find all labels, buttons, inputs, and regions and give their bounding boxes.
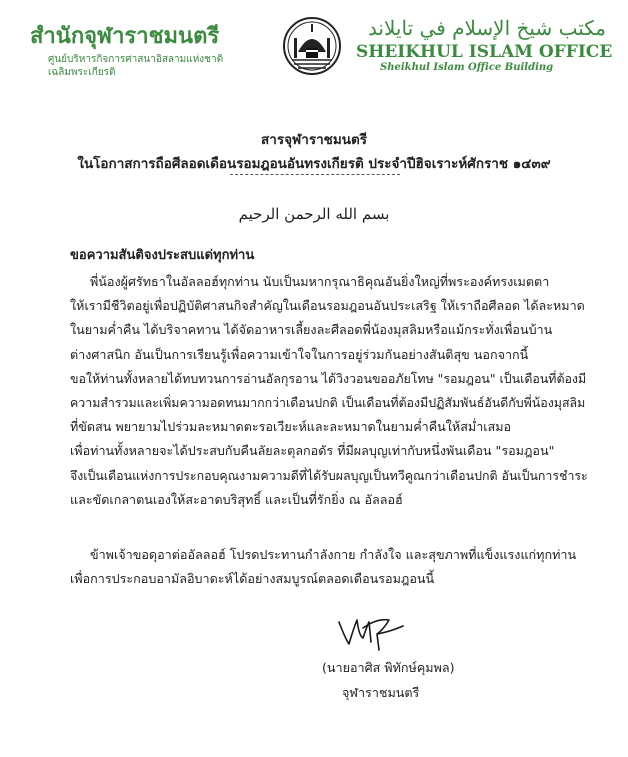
- paragraph-line: ต่างศาสนิก อันเป็นการเรียนรู้เพื่อความเข้าใจในการอยู่ร่วมกันอย่างสันติสุข นอกจากนี้: [70, 346, 529, 362]
- office-name-english: SHEIKHUL ISLAM OFFICE: [356, 42, 613, 62]
- office-subtitle-thai-2: เฉลิมพระเกียรติ: [48, 67, 116, 78]
- letterhead-thai: [30, 18, 280, 79]
- handwritten-signature: [333, 608, 413, 654]
- office-name-arabic: مكتب شيخ الإسلام في تايلاند: [367, 16, 606, 40]
- office-name-thai: สำนักจุฬาราชมนตรี: [30, 24, 220, 49]
- paragraph-line: เพื่อการประกอบอามัลอิบาดะห์ได้อย่างสมบูรณ์ตลอดเดือนรอมฎอนนี้: [70, 571, 435, 587]
- paragraph-line: ความสำรวมและเพิ่มความอดทนมากกว่าเดือนปกติ เป็นเดือนที่ต้องมีปฏิสัมพันธ์อันดีกับพี่น้องมุสลิม: [70, 395, 586, 411]
- paragraph-line: และขัดเกลาตนเองให้สะอาดบริสุทธิ์ และเป็นที่รักยิ่ง ณ อัลลอฮ์: [70, 491, 403, 507]
- title-divider: [230, 174, 400, 175]
- paragraph-line: เพื่อท่านทั้งหลายจะได้ประสบกับคืนลัยละตุลกอดัร ที่มีผลบุญเท่ากับหนึ่งพันเดือน "รอมฎอน": [70, 443, 555, 459]
- paragraph-line: ขอให้ท่านทั้งหลายได้ทบทวนการอ่านอัลกุรอาน ได้วิงวอนขออภัยโทษ "รอมฎอน" เป็นเดือนที่ต้องมี: [70, 370, 587, 386]
- office-subtitle-english: Sheikhul Islam Office Building: [380, 62, 554, 73]
- letter-subtitle: ในโอกาสการถือศีลอดเดือนรอมฎอนอันทรงเกียรติ ประจำปีฮิจเราะห์ศักราช ๑๔๓๙: [77, 156, 551, 172]
- paragraph-line: ข้าพเจ้าขอดุอาต่ออัลลอฮ์ โปรดประทานกำลังกาย กำลังใจ และสุขภาพที่แข็งแรงแก่ทุกท่าน: [90, 547, 577, 562]
- letterhead-english: [356, 16, 613, 73]
- signatory-role: จุฬาราชมนตรี: [342, 685, 420, 700]
- paragraph-2: [70, 543, 590, 591]
- basmala: بسم الله الرحمن الرحيم: [238, 205, 390, 223]
- paragraph-line: ให้เรามีชีวิตอยู่เพื่อปฏิบัติศาสนกิจสำคัญในเดือนรอมฎอนอันประเสริฐ ให้เราถือศีลอด ได้ละหมาด: [70, 298, 585, 314]
- office-seal-logo-icon: [282, 14, 342, 78]
- letter-title: สารจุฬาราชมนตรี: [261, 132, 367, 148]
- signatory-name: (นายอาศิส พิทักษ์คุมพล): [322, 660, 455, 675]
- office-subtitle-thai-1: ศูนย์บริหารกิจการศาสนาอิสลามแห่งชาติ: [48, 54, 224, 65]
- paragraph-line: พี่น้องผู้ศรัทธาในอัลลอฮ์ทุกท่าน นับเป็นมหากรุณาธิคุณอันยิ่งใหญ่ที่พระองค์ทรงเมตตา: [90, 274, 550, 289]
- paragraph-line: ในยามค่ำคืน ได้บริจาคทาน ได้จัดอาหารเลี้ยงละศีลอดพี่น้องมุสลิมหรือแม้กระทั่งเพื่อนบ้าน: [70, 322, 553, 338]
- paragraph-line: ที่ขัดสน พยายามไปร่วมละหมาดตะรอเวียะห์และละหมาดในยามค่ำคืนให้สม่ำเสมอ: [70, 419, 512, 435]
- greeting: ขอความสันติจงประสบแด่ทุกท่าน: [70, 248, 255, 263]
- paragraph-1: [70, 270, 590, 512]
- paragraph-line: จึงเป็นเดือนแห่งการประกอบคุณงามความดีที่ได้รับผลบุญเป็นทวีคูณกว่าเดือนปกติ อันเป็นการชำระ: [70, 467, 588, 483]
